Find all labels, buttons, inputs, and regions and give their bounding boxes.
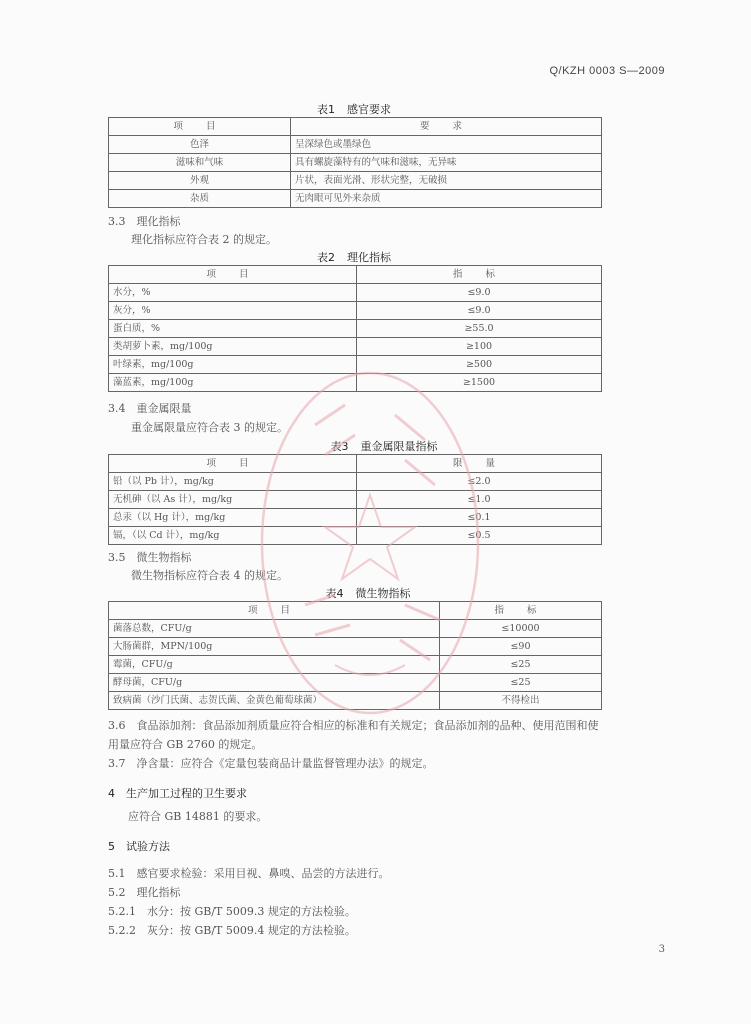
cell-value: 不得检出 bbox=[440, 692, 602, 710]
cell-item: 菌落总数，CFU/g bbox=[109, 620, 440, 638]
header-cell: 指 标 bbox=[440, 602, 602, 620]
table-row bbox=[109, 320, 602, 338]
section-5-2: 5.2 理化指标 bbox=[108, 886, 181, 899]
table4-caption-title: 微生物指标 bbox=[355, 587, 411, 600]
table-row bbox=[109, 154, 602, 172]
section-5-1: 5.1 感官要求检验：采用目视、鼻嗅、品尝的方法进行。 bbox=[108, 867, 390, 880]
table-header-row bbox=[109, 266, 602, 284]
cell-item: 色泽 bbox=[109, 136, 291, 154]
section-3-5-heading: 3.5 微生物指标 bbox=[108, 551, 192, 564]
section-3-6-line1: 3.6 食品添加剂：食品添加剂质量应符合相应的标准和有关规定；食品添加剂的品种、使用范围和使 bbox=[108, 719, 599, 732]
cell-value: ≤25 bbox=[440, 656, 602, 674]
table3-caption-no: 表3 bbox=[330, 440, 349, 453]
section-3-4-text: 重金属限量应符合表 3 的规定。 bbox=[131, 421, 288, 434]
cell-value: ≤1.0 bbox=[357, 491, 602, 509]
standard-number: Q/KZH 0003 S—2009 bbox=[549, 65, 665, 77]
header-cell: 项 目 bbox=[109, 455, 357, 473]
section-3-3-heading: 3.3 理化指标 bbox=[108, 215, 181, 228]
cell-item: 蛋白质，% bbox=[109, 320, 357, 338]
table2-caption-title: 理化指标 bbox=[347, 251, 391, 264]
cell-item: 外观 bbox=[109, 172, 291, 190]
cell-requirement: 无肉眼可见外来杂质 bbox=[291, 190, 602, 208]
cell-value: ≥500 bbox=[357, 356, 602, 374]
cell-item: 杂质 bbox=[109, 190, 291, 208]
section-5-heading: 5 试验方法 bbox=[108, 840, 170, 853]
section-5-2-1: 5.2.1 水分：按 GB/T 5009.3 规定的方法检验。 bbox=[108, 905, 356, 918]
cell-item: 酵母菌，CFU/g bbox=[109, 674, 440, 692]
cell-item: 霉菌，CFU/g bbox=[109, 656, 440, 674]
table1-caption-title: 感官要求 bbox=[347, 103, 391, 116]
cell-item: 类胡萝卜素，mg/100g bbox=[109, 338, 357, 356]
cell-item: 滋味和气味 bbox=[109, 154, 291, 172]
header-cell: 项 目 bbox=[109, 118, 291, 136]
cell-item: 灰分，% bbox=[109, 302, 357, 320]
header-cell: 要 求 bbox=[291, 118, 602, 136]
table1-caption-no: 表1 bbox=[317, 103, 335, 116]
header-cell: 指 标 bbox=[357, 266, 602, 284]
cell-value: ≤10000 bbox=[440, 620, 602, 638]
header-cell: 项 目 bbox=[109, 266, 357, 284]
cell-item: 镉，（以 Cd 计），mg/kg bbox=[109, 527, 357, 545]
table1 bbox=[108, 117, 602, 208]
section-3-4-heading: 3.4 重金属限量 bbox=[108, 402, 192, 415]
cell-item: 藻蓝素，mg/100g bbox=[109, 374, 357, 392]
table3-caption-title: 重金属限量指标 bbox=[360, 440, 438, 453]
cell-item: 水分，% bbox=[109, 284, 357, 302]
table1-caption bbox=[108, 101, 600, 117]
table-row bbox=[109, 338, 602, 356]
cell-value: ≤2.0 bbox=[357, 473, 602, 491]
section-3-6-line2: 用量应符合 GB 2760 的规定。 bbox=[108, 738, 263, 751]
cell-value: ≤90 bbox=[440, 638, 602, 656]
official-seal-stamp bbox=[255, 365, 485, 720]
cell-value: ≤0.5 bbox=[357, 527, 602, 545]
cell-value: ≤0.1 bbox=[357, 509, 602, 527]
cell-value: ≤9.0 bbox=[357, 302, 602, 320]
cell-item: 叶绿素，mg/100g bbox=[109, 356, 357, 374]
cell-requirement: 呈深绿色或墨绿色 bbox=[291, 136, 602, 154]
cell-item: 大肠菌群，MPN/100g bbox=[109, 638, 440, 656]
table-row bbox=[109, 172, 602, 190]
cell-value: ≥1500 bbox=[357, 374, 602, 392]
page-number: 3 bbox=[658, 944, 665, 955]
section-4-text: 应符合 GB 14881 的要求。 bbox=[128, 810, 268, 823]
section-3-7: 3.7 净含量：应符合《定量包装商品计量监督管理办法》的规定。 bbox=[108, 757, 434, 770]
table-row bbox=[109, 136, 602, 154]
cell-value: ≥100 bbox=[357, 338, 602, 356]
cell-item: 致病菌（沙门氏菌、志贺氏菌、金黄色葡萄球菌） bbox=[109, 692, 440, 710]
table4-caption-no: 表4 bbox=[325, 587, 344, 600]
section-4-heading: 4 生产加工过程的卫生要求 bbox=[108, 787, 247, 800]
table-row bbox=[109, 302, 602, 320]
cell-requirement: 具有螺旋藻特有的气味和滋味，无异味 bbox=[291, 154, 602, 172]
header-cell: 限 量 bbox=[357, 455, 602, 473]
section-3-3-text: 理化指标应符合表 2 的规定。 bbox=[131, 233, 277, 246]
cell-item: 总汞（以 Hg 计），mg/kg bbox=[109, 509, 357, 527]
cell-value: ≤25 bbox=[440, 674, 602, 692]
table2-caption bbox=[108, 249, 600, 265]
cell-item: 无机砷（以 As 计），mg/kg bbox=[109, 491, 357, 509]
section-5-2-2: 5.2.2 灰分：按 GB/T 5009.4 规定的方法检验。 bbox=[108, 924, 356, 937]
header-cell: 项 目 bbox=[109, 602, 440, 620]
cell-item: 铅（以 Pb 计），mg/kg bbox=[109, 473, 357, 491]
table-header-row bbox=[109, 118, 602, 136]
cell-value: ≥55.0 bbox=[357, 320, 602, 338]
cell-value: ≤9.0 bbox=[357, 284, 602, 302]
table-row bbox=[109, 190, 602, 208]
section-3-5-text: 微生物指标应符合表 4 的规定。 bbox=[131, 569, 288, 582]
cell-requirement: 片状，表面光滑、形状完整，无破损 bbox=[291, 172, 602, 190]
table2-caption-no: 表2 bbox=[317, 251, 335, 264]
table-row bbox=[109, 284, 602, 302]
